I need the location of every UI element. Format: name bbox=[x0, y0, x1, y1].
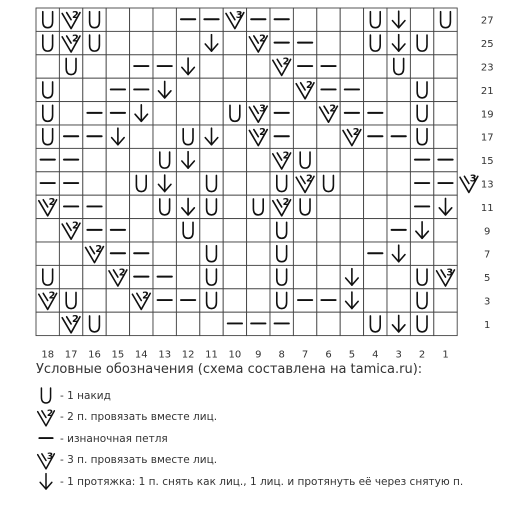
grid-cell bbox=[200, 102, 223, 125]
grid-cell bbox=[200, 312, 223, 335]
grid-cell bbox=[387, 265, 410, 288]
row-label: 27 bbox=[480, 15, 494, 27]
row-label: 19 bbox=[480, 109, 494, 121]
row-label: 9 bbox=[484, 226, 491, 238]
grid-cell bbox=[153, 312, 176, 335]
grid-cell bbox=[387, 195, 410, 218]
legend-item-text: - 1 протяжка: 1 п. снять как лиц., 1 лиц. и протянуть её через снятую п. bbox=[60, 475, 464, 488]
column-label: 3 bbox=[395, 349, 402, 360]
column-label: 2 bbox=[418, 349, 426, 360]
grid-cell bbox=[200, 219, 223, 242]
svg-text:2: 2 bbox=[282, 150, 290, 162]
column-label: 16 bbox=[88, 349, 101, 360]
k2tog-icon bbox=[36, 407, 56, 428]
grid-cell bbox=[130, 8, 153, 31]
grid-cell bbox=[364, 78, 387, 101]
grid-cell bbox=[36, 219, 59, 242]
svg-text:2: 2 bbox=[305, 80, 313, 92]
grid-cell bbox=[293, 125, 316, 148]
yarn-over-icon bbox=[36, 385, 56, 406]
grid-cell bbox=[340, 172, 363, 195]
grid-cell bbox=[434, 289, 457, 312]
grid-cell bbox=[340, 312, 363, 335]
svg-text:3: 3 bbox=[469, 173, 477, 185]
column-label: 13 bbox=[158, 349, 172, 360]
grid-cell bbox=[36, 312, 59, 335]
grid-cell bbox=[153, 219, 176, 242]
grid-cell bbox=[293, 312, 316, 335]
legend-item-text: - 1 накид bbox=[60, 389, 111, 402]
k3tog-icon bbox=[36, 450, 56, 471]
svg-text:2: 2 bbox=[46, 407, 54, 419]
grid-cell bbox=[130, 195, 153, 218]
legend-item bbox=[36, 471, 496, 493]
grid-cell bbox=[176, 312, 199, 335]
grid-cell bbox=[364, 265, 387, 288]
grid-cell bbox=[106, 312, 129, 335]
grid-cell bbox=[317, 242, 340, 265]
grid-cell bbox=[317, 148, 340, 171]
grid-cell bbox=[153, 8, 176, 31]
svg-text:3: 3 bbox=[259, 103, 267, 115]
column-label: 6 bbox=[325, 349, 332, 360]
grid-cell bbox=[340, 219, 363, 242]
grid-cell bbox=[364, 55, 387, 78]
column-label: 11 bbox=[205, 349, 218, 360]
column-label: 14 bbox=[134, 349, 148, 360]
svg-text:2: 2 bbox=[48, 290, 56, 302]
grid-cell bbox=[83, 265, 106, 288]
grid-cell bbox=[83, 289, 106, 312]
grid-cell bbox=[130, 312, 153, 335]
grid-cell bbox=[434, 312, 457, 335]
column-label: 5 bbox=[348, 349, 356, 360]
svg-text:2: 2 bbox=[118, 267, 126, 279]
grid-cell bbox=[293, 8, 316, 31]
svg-text:2: 2 bbox=[259, 126, 267, 138]
grid-cell bbox=[293, 102, 316, 125]
grid-cell bbox=[130, 219, 153, 242]
grid-cell bbox=[83, 148, 106, 171]
grid-cell bbox=[106, 148, 129, 171]
svg-text:2: 2 bbox=[259, 33, 267, 45]
grid-cell bbox=[340, 242, 363, 265]
grid-cell bbox=[340, 55, 363, 78]
legend-list bbox=[36, 385, 496, 493]
grid-cell bbox=[176, 102, 199, 125]
svg-text:3: 3 bbox=[446, 267, 454, 279]
legend bbox=[36, 362, 496, 493]
grid-cell bbox=[434, 102, 457, 125]
grid-cell bbox=[317, 195, 340, 218]
grid-cell bbox=[410, 8, 433, 31]
column-label: 17 bbox=[64, 349, 78, 360]
grid-cell bbox=[434, 55, 457, 78]
row-label: 17 bbox=[480, 132, 494, 144]
grid-cell bbox=[83, 172, 106, 195]
grid-cell bbox=[176, 265, 199, 288]
grid-cell bbox=[247, 78, 270, 101]
grid-cell bbox=[317, 219, 340, 242]
row-label: 15 bbox=[480, 156, 494, 168]
grid-cell bbox=[176, 78, 199, 101]
grid-cell bbox=[364, 219, 387, 242]
grid-cell bbox=[340, 8, 363, 31]
grid-cell bbox=[106, 289, 129, 312]
grid-cell bbox=[340, 31, 363, 54]
row-label: 13 bbox=[480, 179, 494, 191]
grid-cell bbox=[200, 78, 223, 101]
grid-cell bbox=[293, 242, 316, 265]
svg-text:3: 3 bbox=[46, 450, 54, 462]
grid-cell bbox=[223, 55, 246, 78]
grid-cell bbox=[434, 125, 457, 148]
svg-text:2: 2 bbox=[71, 314, 79, 326]
svg-text:2: 2 bbox=[329, 103, 337, 115]
column-label: 15 bbox=[111, 349, 125, 360]
column-label: 7 bbox=[301, 349, 309, 360]
grid-cell bbox=[364, 148, 387, 171]
grid-cell bbox=[247, 55, 270, 78]
grid-cell bbox=[364, 195, 387, 218]
grid-cell bbox=[317, 125, 340, 148]
svg-text:2: 2 bbox=[71, 220, 79, 232]
grid-cell bbox=[130, 148, 153, 171]
grid-cell bbox=[59, 242, 82, 265]
grid-cell bbox=[340, 195, 363, 218]
grid-cell bbox=[36, 55, 59, 78]
column-label: 18 bbox=[41, 349, 55, 360]
grid-cell bbox=[247, 242, 270, 265]
grid-cell bbox=[130, 125, 153, 148]
column-label: 10 bbox=[228, 349, 242, 360]
grid-cell bbox=[223, 289, 246, 312]
svg-text:2: 2 bbox=[48, 197, 56, 209]
row-label: 23 bbox=[480, 62, 494, 74]
grid-cell bbox=[387, 78, 410, 101]
svg-text:2: 2 bbox=[352, 126, 360, 138]
grid-cell bbox=[223, 195, 246, 218]
grid-cell bbox=[410, 55, 433, 78]
grid-cell bbox=[387, 289, 410, 312]
grid-cell bbox=[223, 265, 246, 288]
grid-cell bbox=[59, 102, 82, 125]
grid-cell bbox=[36, 242, 59, 265]
grid-cell bbox=[153, 102, 176, 125]
grid-cell bbox=[106, 31, 129, 54]
grid-cell bbox=[364, 172, 387, 195]
svg-text:2: 2 bbox=[95, 243, 103, 255]
row-label: 11 bbox=[480, 202, 494, 214]
grid-cell bbox=[106, 55, 129, 78]
grid-cell bbox=[223, 219, 246, 242]
legend-item-text: - 2 п. провязать вместе лиц. bbox=[60, 411, 218, 424]
legend-item-text: - изнаночная петля bbox=[60, 432, 168, 445]
grid-cell bbox=[176, 242, 199, 265]
grid-cell bbox=[223, 125, 246, 148]
grid-cell bbox=[153, 31, 176, 54]
grid-cell bbox=[223, 31, 246, 54]
grid-cell bbox=[200, 55, 223, 78]
svg-text:3: 3 bbox=[235, 9, 243, 21]
grid-cell bbox=[106, 195, 129, 218]
column-label: 8 bbox=[278, 349, 285, 360]
grid-cell bbox=[434, 31, 457, 54]
grid-cell bbox=[247, 172, 270, 195]
grid-cell bbox=[317, 31, 340, 54]
grid-cell bbox=[83, 55, 106, 78]
grid-cell bbox=[247, 289, 270, 312]
grid-cell bbox=[293, 265, 316, 288]
grid-cell bbox=[293, 219, 316, 242]
svg-text:2: 2 bbox=[71, 9, 79, 21]
grid-cell bbox=[176, 31, 199, 54]
grid-cell bbox=[59, 78, 82, 101]
grid-cell bbox=[247, 148, 270, 171]
k3tog-symbol bbox=[460, 174, 478, 193]
purl-icon bbox=[36, 428, 56, 449]
row-label: 7 bbox=[484, 249, 491, 261]
column-label: 12 bbox=[181, 349, 195, 360]
svg-text:2: 2 bbox=[71, 33, 79, 45]
legend-item bbox=[36, 450, 496, 472]
grid-cell bbox=[106, 8, 129, 31]
grid-cell bbox=[247, 219, 270, 242]
grid-cell bbox=[387, 148, 410, 171]
grid-cell bbox=[340, 148, 363, 171]
pull-through-icon bbox=[36, 471, 56, 492]
row-label: 25 bbox=[480, 39, 494, 51]
column-label: 9 bbox=[255, 349, 262, 360]
grid-cell bbox=[247, 265, 270, 288]
grid-cell bbox=[434, 242, 457, 265]
grid-cell bbox=[200, 148, 223, 171]
grid-cell bbox=[317, 265, 340, 288]
grid-cell bbox=[387, 102, 410, 125]
grid-cell bbox=[59, 265, 82, 288]
grid-cell bbox=[106, 172, 129, 195]
grid-cell bbox=[176, 172, 199, 195]
svg-text:2: 2 bbox=[142, 290, 150, 302]
legend-item-text: - 3 п. провязать вместе лиц. bbox=[60, 454, 218, 467]
grid-cell bbox=[410, 242, 433, 265]
legend-item bbox=[36, 428, 496, 450]
grid-cell bbox=[83, 78, 106, 101]
column-label: 1 bbox=[442, 349, 449, 360]
grid-cell bbox=[153, 242, 176, 265]
legend-item bbox=[36, 385, 496, 407]
grid-cell bbox=[387, 172, 410, 195]
grid-cell bbox=[434, 219, 457, 242]
grid-cell bbox=[317, 312, 340, 335]
row-label: 5 bbox=[484, 273, 491, 285]
svg-text:2: 2 bbox=[282, 197, 290, 209]
legend-title: Условные обозначения (схема составлена на tamica.ru): bbox=[36, 362, 423, 377]
grid-cell bbox=[364, 289, 387, 312]
row-label: 1 bbox=[484, 319, 491, 331]
column-label: 4 bbox=[372, 349, 379, 360]
grid-cell bbox=[223, 148, 246, 171]
svg-text:2: 2 bbox=[305, 173, 313, 185]
legend-item bbox=[36, 407, 496, 429]
grid-cell bbox=[130, 31, 153, 54]
grid-cell bbox=[223, 172, 246, 195]
grid-cell bbox=[223, 78, 246, 101]
grid-cell bbox=[270, 78, 293, 101]
row-label: 21 bbox=[480, 85, 494, 97]
grid-cell bbox=[317, 8, 340, 31]
grid-cell bbox=[434, 78, 457, 101]
svg-text:2: 2 bbox=[282, 56, 290, 68]
grid-cell bbox=[153, 125, 176, 148]
row-label: 3 bbox=[484, 296, 491, 308]
grid-cell bbox=[223, 242, 246, 265]
